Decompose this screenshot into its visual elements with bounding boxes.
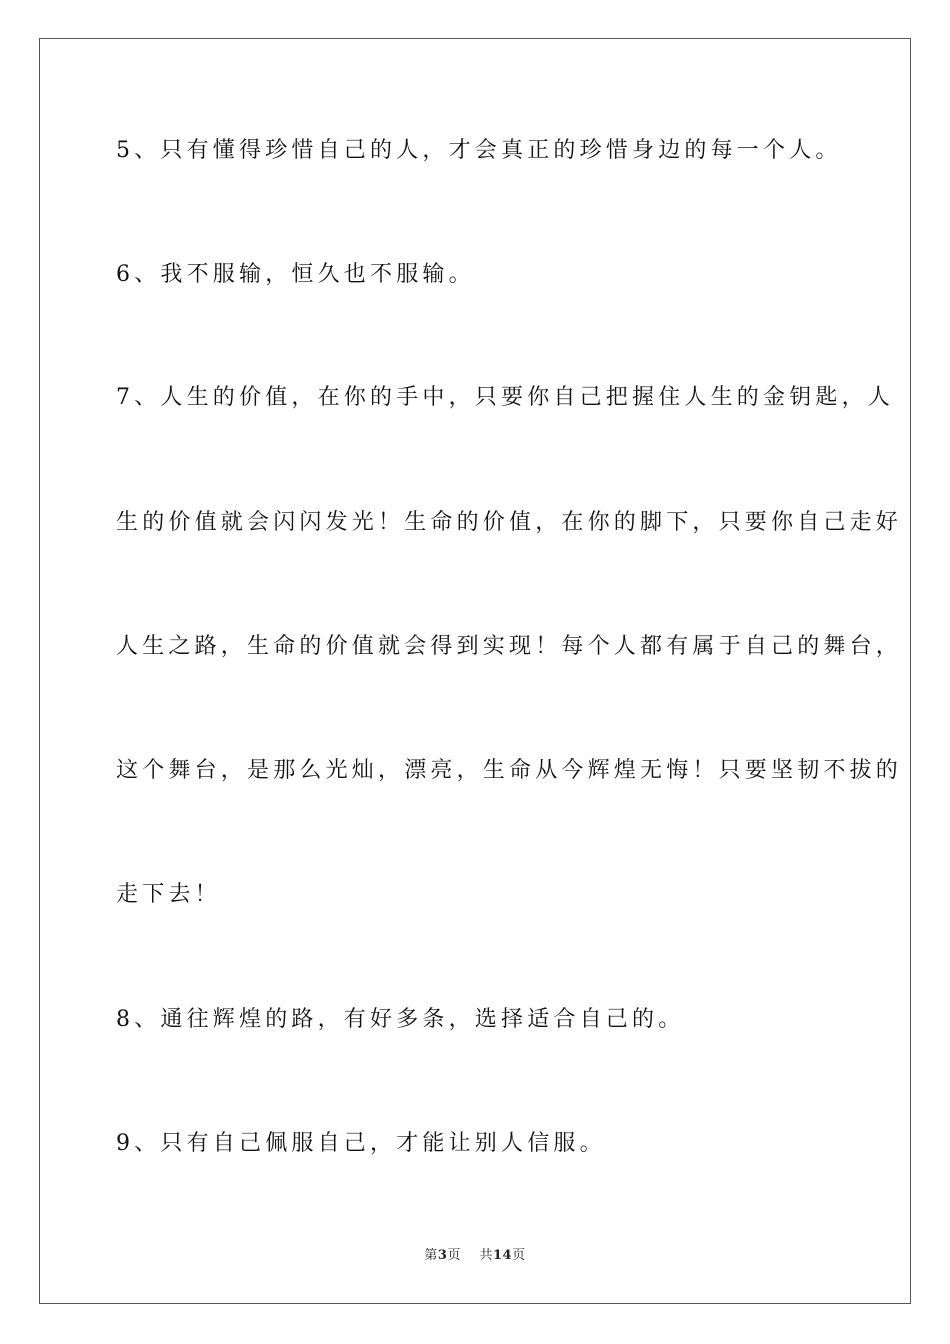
text-line-8: 8、通往辉煌的路，有好多条，选择适合自己的。 — [116, 1007, 685, 1032]
text-line-4: 生的价值就会闪闪发光！生命的价值，在你的脚下，只要你自己走好 — [116, 510, 903, 535]
page-suffix: 页 — [447, 1248, 461, 1263]
text-line-3: 7、人生的价值，在你的手中，只要你自己把握住人生的金钥匙，人 — [116, 385, 894, 410]
page-border — [39, 38, 911, 1304]
total-pages-number: 14 — [493, 1248, 513, 1263]
page-prefix: 第 — [424, 1248, 438, 1263]
page-footer — [0, 1244, 950, 1263]
current-page-number: 3 — [437, 1248, 448, 1263]
total-suffix: 页 — [512, 1248, 526, 1263]
text-line-5: 人生之路，生命的价值就会得到实现！每个人都有属于自己的舞台， — [116, 634, 903, 659]
text-line-9: 9、只有自己佩服自己，才能让别人信服。 — [116, 1131, 606, 1156]
text-line-1: 5、只有懂得珍惜自己的人，才会真正的珍惜身边的每一个人。 — [116, 138, 842, 163]
text-line-6: 这个舞台，是那么光灿，漂亮，生命从今辉煌无悔！只要坚韧不拔的 — [116, 758, 903, 783]
text-line-2: 6、我不服输，恒久也不服输。 — [116, 262, 475, 287]
total-prefix: 共 — [479, 1248, 493, 1263]
text-line-7: 走下去！ — [116, 882, 221, 907]
